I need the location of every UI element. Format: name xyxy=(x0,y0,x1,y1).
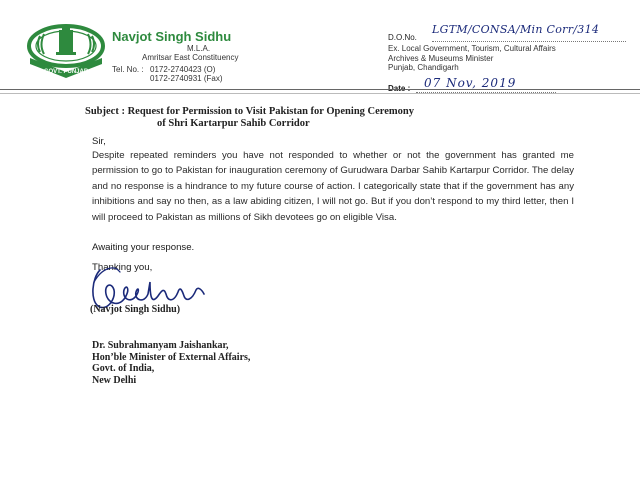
date-label: Date : xyxy=(388,83,411,93)
recipient-address xyxy=(92,340,250,386)
recipient-title: Hon’ble Minister of External Affairs, xyxy=(92,351,251,363)
date-row xyxy=(388,75,628,94)
tel-fax: 0172-2740931 (Fax) xyxy=(150,74,223,83)
punjab-emblem-logo xyxy=(26,22,106,80)
subject-line-1: Subject : Request for Permission to Visit Pakistan for Opening Ceremony xyxy=(85,106,414,117)
closing-line: Awaiting your response. xyxy=(92,242,195,253)
complimentary-close: Thanking you, xyxy=(92,262,153,273)
header-divider xyxy=(0,89,640,90)
reference-number xyxy=(388,23,628,42)
office-block xyxy=(388,23,628,94)
sender-role: M.L.A. xyxy=(187,44,211,53)
sender-name: Navjot Singh Sidhu xyxy=(112,29,232,44)
tel-label: Tel. No. : xyxy=(112,65,144,74)
recipient-city: New Delhi xyxy=(92,374,137,386)
header-divider-thin xyxy=(0,93,640,94)
office-title-line: Ex. Local Government, Tourism, Cultural Affairs xyxy=(388,44,556,53)
dono-dotted-line xyxy=(432,41,626,42)
emblem-caption: GOVT. PUNJAB xyxy=(43,69,89,75)
dono-handwritten-value: LGTM/CONSA/Min Corr/314 xyxy=(432,23,600,36)
subject-line-2: of Shri Kartarpur Sahib Corridor xyxy=(157,118,310,129)
recipient-name: Dr. Subrahmanyam Jaishankar, xyxy=(92,340,229,351)
sender-fax xyxy=(112,74,302,83)
office-title-line: Archives & Museums Minister xyxy=(388,53,494,63)
tel-office: 0172-2740423 (O) xyxy=(150,65,216,74)
date-handwritten-value: 07 Nov, 2019 xyxy=(424,75,517,90)
sender-block xyxy=(112,29,302,83)
salutation: Sir, xyxy=(92,136,106,147)
subject-heading xyxy=(85,106,595,130)
recipient-organization: Govt. of India, xyxy=(92,363,155,374)
dono-label: D.O.No. xyxy=(388,33,417,42)
sender-constituency: Amritsar East Constituency xyxy=(142,53,239,62)
office-location: Punjab, Chandigarh xyxy=(388,63,459,72)
sender-telephone xyxy=(112,65,302,74)
body-paragraph: Despite repeated reminders you have not responded to whether or not the government has granted me permission to go to Pakistan for inauguration ceremony of Gurudwara Darbar Sahib Kartarpur Corridor. The delay and no response is a hindrance to my future course of action. I categorically state that if the government has any inhibitions and say no then, as a law abiding citizen, I will not go. But if you don’t respond to my third letter, then I will proceed to Pakistan as millions of Sikh devotees go on eligible Visa. xyxy=(92,150,574,223)
signatory-name: (Navjot Singh Sidhu) xyxy=(90,304,181,315)
